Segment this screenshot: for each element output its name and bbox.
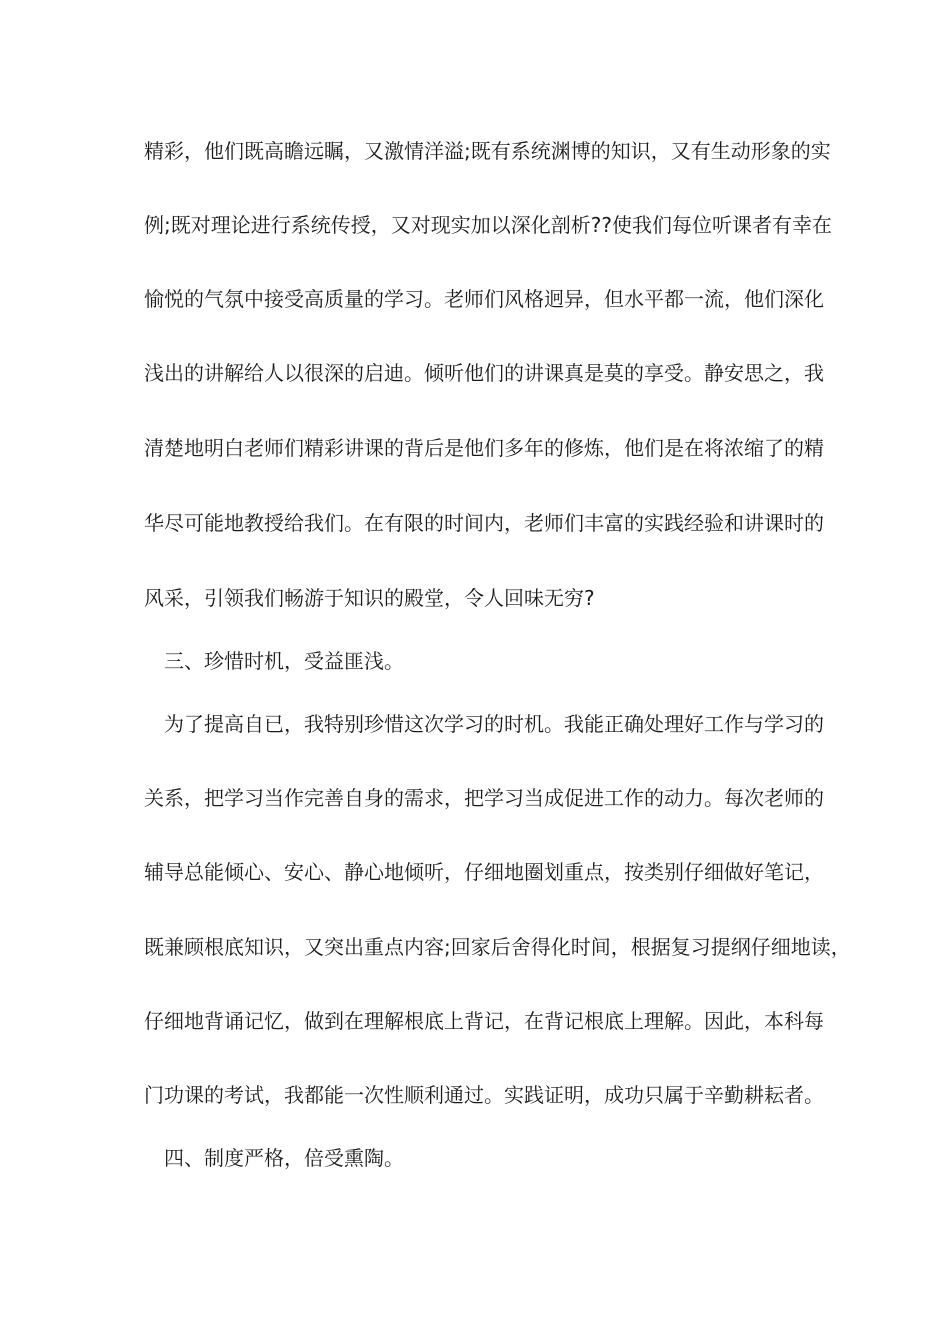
section-heading: 四、制度严格，倍受熏陶。 bbox=[164, 1146, 404, 1170]
text-line: 愉悦的气氛中接受高质量的学习。老师们风格迥异，但水平都一流，他们深化 bbox=[144, 287, 824, 311]
text-line: 华尽可能地教授给我们。在有限的时间内，老师们丰富的实践经验和讲课时的 bbox=[144, 511, 824, 535]
text-line: 风采，引领我们畅游于知识的殿堂，令人回味无穷? bbox=[144, 586, 595, 610]
text-line: 清楚地明白老师们精彩讲课的背后是他们多年的修炼，他们是在将浓缩了的精 bbox=[144, 436, 824, 460]
text-line: 浅出的讲解给人以很深的启迪。倾听他们的讲课真是莫的享受。静安思之，我 bbox=[144, 361, 824, 385]
text-line: 既兼顾根底知识，又突出重点内容;回家后舍得化时间，根据复习提纲仔细地读， bbox=[144, 935, 851, 959]
paragraph-first-line: 为了提高自已，我特别珍惜这次学习的时机。我能正确处理好工作与学习的 bbox=[164, 712, 824, 736]
text-line: 关系，把学习当作完善自身的需求，把学习当成促进工作的动力。每次老师的 bbox=[144, 786, 824, 810]
text-line: 仔细地背诵记忆，做到在理解根底上背记，在背记根底上理解。因此，本科每 bbox=[144, 1009, 824, 1033]
section-heading: 三、珍惜时机，受益匪浅。 bbox=[164, 649, 404, 673]
text-line: 辅导总能倾心、安心、静心地倾听，仔细地圈划重点，按类别仔细做好笔记， bbox=[144, 860, 824, 884]
text-line: 例;既对理论进行系统传授，又对现实加以深化剖析??使我们每位听课者有幸在 bbox=[144, 213, 832, 237]
text-line: 精彩，他们既高瞻远瞩，又激情洋溢;既有系统渊博的知识，又有生动形象的实 bbox=[144, 139, 831, 163]
text-line: 门功课的考试，我都能一次性顺利通过。实践证明，成功只属于辛勤耕耘者。 bbox=[144, 1083, 824, 1107]
